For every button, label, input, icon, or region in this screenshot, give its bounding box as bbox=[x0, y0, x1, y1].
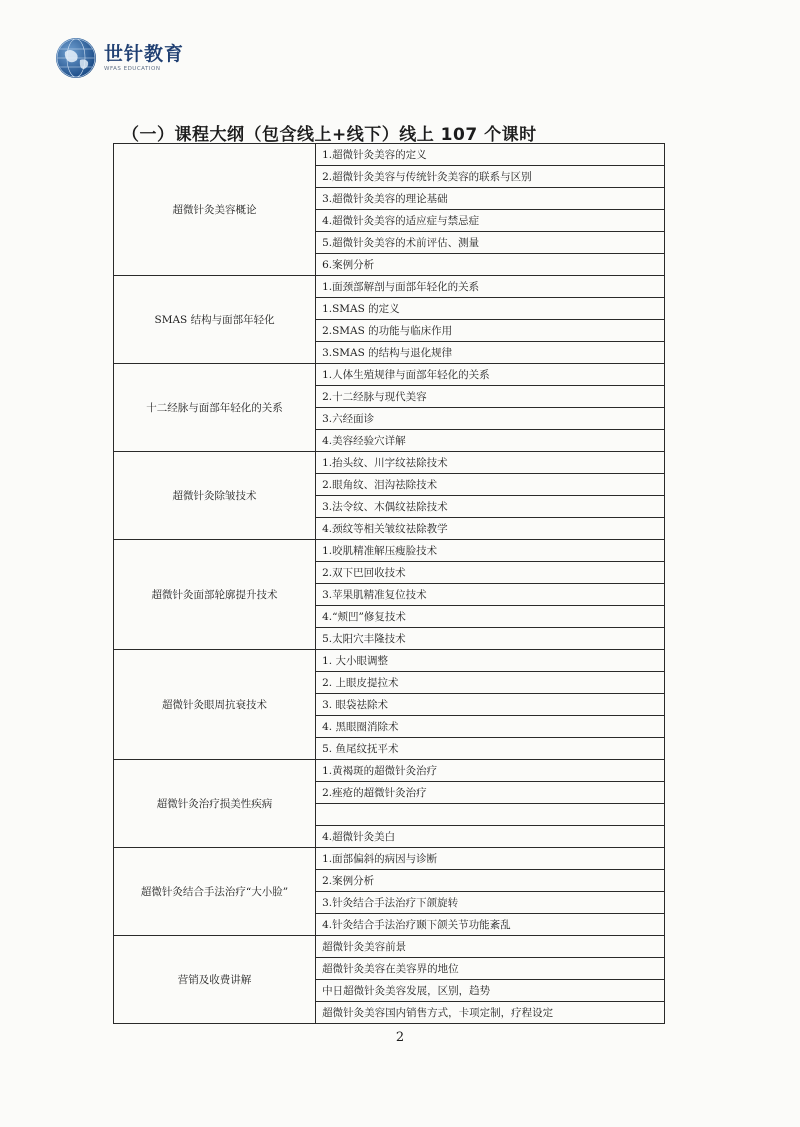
topic-cell: 2.十二经脉与现代美容 bbox=[316, 386, 665, 408]
topic-cell: 1. 大小眼调整 bbox=[316, 650, 665, 672]
topic-cell: 3.SMAS 的结构与退化规律 bbox=[316, 342, 665, 364]
topic-cell: 1.超微针灸美容的定义 bbox=[316, 144, 665, 166]
logo-chinese: 世针教育 bbox=[104, 43, 185, 65]
topic-cell: 3.超微针灸美容的理论基础 bbox=[316, 188, 665, 210]
topic-cell: 4.美容经验穴详解 bbox=[316, 430, 665, 452]
topic-cell: 2.眼角纹、泪沟祛除技术 bbox=[316, 474, 665, 496]
logo-english: WFAS EDUCATION bbox=[104, 66, 161, 72]
table-row bbox=[114, 650, 665, 672]
topic-cell: 4.颈纹等相关皱纹祛除教学 bbox=[316, 518, 665, 540]
topic-cell: 4.针灸结合手法治疗颞下颌关节功能紊乱 bbox=[316, 914, 665, 936]
globe-icon bbox=[56, 38, 96, 78]
topic-cell: 超微针灸美容国内销售方式，卡项定制，疗程设定 bbox=[316, 1002, 665, 1024]
topic-cell: 4. 黑眼圈消除术 bbox=[316, 716, 665, 738]
topic-cell: 3.苹果肌精准复位技术 bbox=[316, 584, 665, 606]
topic-cell: 2.痤疮的超微针灸治疗 bbox=[316, 782, 665, 804]
topic-cell: 4.超微针灸美白 bbox=[316, 826, 665, 848]
category-cell: SMAS 结构与面部年轻化 bbox=[114, 276, 316, 364]
topic-cell: 3.法令纹、木偶纹祛除技术 bbox=[316, 496, 665, 518]
topic-cell: 5.超微针灸美容的术前评估、测量 bbox=[316, 232, 665, 254]
table-row bbox=[114, 144, 665, 166]
topic-cell: 超微针灸美容在美容界的地位 bbox=[316, 958, 665, 980]
topic-cell: 2.SMAS 的功能与临床作用 bbox=[316, 320, 665, 342]
category-cell: 超微针灸美容概论 bbox=[114, 144, 316, 276]
table-row bbox=[114, 276, 665, 298]
topic-cell: 6.案例分析 bbox=[316, 254, 665, 276]
topic-cell: 2. 上眼皮提拉术 bbox=[316, 672, 665, 694]
section-heading: （一）课程大纲（包含线上+线下）线上 107 个课时 bbox=[122, 125, 537, 145]
topic-cell: 1.抬头纹、川字纹祛除技术 bbox=[316, 452, 665, 474]
table-row bbox=[114, 936, 665, 958]
topic-cell: 3. 眼袋祛除术 bbox=[316, 694, 665, 716]
topic-cell: 1.面颈部解剖与面部年轻化的关系 bbox=[316, 276, 665, 298]
logo-text bbox=[104, 44, 184, 72]
topic-cell: 5. 鱼尾纹抚平术 bbox=[316, 738, 665, 760]
topic-cell: 中日超微针灸美容发展，区别，趋势 bbox=[316, 980, 665, 1002]
table-row bbox=[114, 540, 665, 562]
topic-cell: 2.案例分析 bbox=[316, 870, 665, 892]
table-row bbox=[114, 364, 665, 386]
topic-cell: 超微针灸美容前景 bbox=[316, 936, 665, 958]
topic-cell: 3.六经面诊 bbox=[316, 408, 665, 430]
topic-cell: 4.超微针灸美容的适应症与禁忌症 bbox=[316, 210, 665, 232]
topic-cell: 1.SMAS 的定义 bbox=[316, 298, 665, 320]
page-number: 2 bbox=[395, 1030, 405, 1045]
category-cell: 超微针灸除皱技术 bbox=[114, 452, 316, 540]
topic-cell: 2.双下巴回收技术 bbox=[316, 562, 665, 584]
category-cell: 超微针灸治疗损美性疾病 bbox=[114, 760, 316, 848]
topic-cell bbox=[316, 804, 665, 826]
category-cell: 超微针灸眼周抗衰技术 bbox=[114, 650, 316, 760]
category-cell: 营销及收费讲解 bbox=[114, 936, 316, 1024]
topic-cell: 4.“颊凹”修复技术 bbox=[316, 606, 665, 628]
topic-cell: 1.咬肌精准解压瘦脸技术 bbox=[316, 540, 665, 562]
topic-cell: 5.太阳穴丰隆技术 bbox=[316, 628, 665, 650]
topic-cell: 1.面部偏斜的病因与诊断 bbox=[316, 848, 665, 870]
topic-cell: 1.黄褐斑的超微针灸治疗 bbox=[316, 760, 665, 782]
topic-cell: 1.人体生殖规律与面部年轻化的关系 bbox=[316, 364, 665, 386]
topic-cell: 2.超微针灸美容与传统针灸美容的联系与区别 bbox=[316, 166, 665, 188]
table-row bbox=[114, 452, 665, 474]
category-cell: 超微针灸面部轮廓提升技术 bbox=[114, 540, 316, 650]
category-cell: 超微针灸结合手法治疗“大小脸” bbox=[114, 848, 316, 936]
topic-cell: 3.针灸结合手法治疗下颌旋转 bbox=[316, 892, 665, 914]
table-row bbox=[114, 760, 665, 782]
syllabus-table bbox=[113, 143, 665, 1024]
table-row bbox=[114, 848, 665, 870]
logo bbox=[56, 38, 184, 78]
category-cell: 十二经脉与面部年轻化的关系 bbox=[114, 364, 316, 452]
